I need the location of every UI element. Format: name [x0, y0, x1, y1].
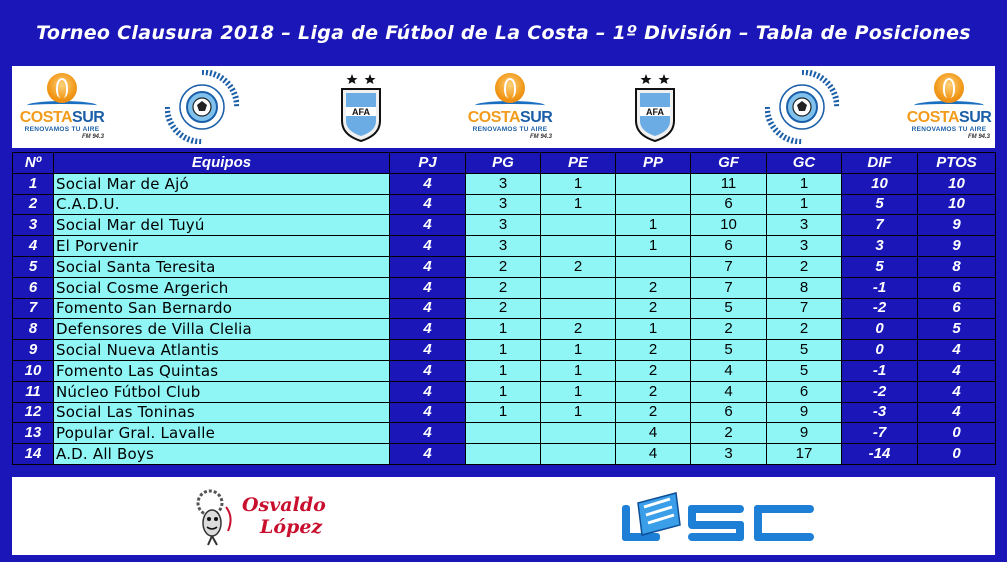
cell-pg: 2 — [466, 277, 541, 298]
cell-pg: 3 — [466, 173, 541, 194]
cell-pos: 13 — [13, 423, 54, 444]
cell-gc: 1 — [767, 194, 842, 215]
cell-dif: 0 — [842, 340, 918, 361]
title-bar — [0, 0, 1007, 66]
cell-ptos: 6 — [918, 298, 996, 319]
cell-pp: 2 — [616, 381, 691, 402]
cell-pg: 1 — [466, 381, 541, 402]
cell-pp: 1 — [616, 319, 691, 340]
sponsor-logo-bar — [12, 66, 995, 148]
cell-ptos: 9 — [918, 215, 996, 236]
cell-gf: 6 — [691, 194, 767, 215]
cell-gf: 10 — [691, 215, 767, 236]
cell-pj: 4 — [390, 236, 466, 257]
costasur-name: COSTASUR — [467, 109, 553, 126]
header-team: Equipos — [54, 153, 390, 174]
cell-ptos: 4 — [918, 381, 996, 402]
cell-pp: 4 — [616, 423, 691, 444]
cell-team: Popular Gral. Lavalle — [54, 423, 390, 444]
cell-dif: -1 — [842, 360, 918, 381]
cell-pj: 4 — [390, 340, 466, 361]
cell-pos: 10 — [13, 360, 54, 381]
cell-pp: 2 — [616, 340, 691, 361]
cell-dif: -2 — [842, 298, 918, 319]
table-row — [13, 256, 996, 277]
cell-dif: -3 — [842, 402, 918, 423]
cell-gf: 3 — [691, 444, 767, 465]
svg-text:AFA: AFA — [352, 107, 370, 117]
cell-pos: 1 — [13, 173, 54, 194]
costasur-sun-icon — [495, 73, 525, 103]
lsc-brand-icon — [618, 483, 828, 549]
cell-gc: 2 — [767, 256, 842, 277]
costasur-name: COSTASUR — [906, 109, 992, 126]
cell-pos: 14 — [13, 444, 54, 465]
cell-gc: 7 — [767, 298, 842, 319]
cell-gc: 5 — [767, 360, 842, 381]
cell-ptos: 4 — [918, 402, 996, 423]
standings-table-container — [12, 152, 995, 465]
cell-pp: 2 — [616, 298, 691, 319]
costasur-logo — [904, 66, 994, 148]
costasur-name: COSTASUR — [19, 109, 105, 126]
cell-gc: 8 — [767, 277, 842, 298]
table-row — [13, 215, 996, 236]
header-pp: PP — [616, 153, 691, 174]
cell-gc: 1 — [767, 173, 842, 194]
cell-gc: 2 — [767, 319, 842, 340]
cell-gf: 4 — [691, 360, 767, 381]
cell-pj: 4 — [390, 256, 466, 277]
cell-pos: 4 — [13, 236, 54, 257]
page-title: Torneo Clausura 2018 – Liga de Fútbol de La Costa – 1º División – Tabla de Posiciones — [36, 22, 971, 44]
cell-ptos: 5 — [918, 319, 996, 340]
header-dif: DIF — [842, 153, 918, 174]
header-pg: PG — [466, 153, 541, 174]
cell-pe — [541, 236, 616, 257]
costasur-slogan: RENOVAMOS TU AIRE — [472, 126, 548, 133]
header-pj: PJ — [390, 153, 466, 174]
cell-pp: 2 — [616, 277, 691, 298]
league-emblem-icon — [765, 70, 839, 144]
author-logo — [190, 487, 350, 547]
afa-shield-icon — [338, 71, 384, 143]
guitar-character-icon — [190, 487, 240, 547]
table-row — [13, 340, 996, 361]
cell-team: A.D. All Boys — [54, 444, 390, 465]
cell-pj: 4 — [390, 402, 466, 423]
cell-team: Fomento Las Quintas — [54, 360, 390, 381]
cell-team: Social Mar de Ajó — [54, 173, 390, 194]
cell-team: Social Santa Teresita — [54, 256, 390, 277]
cell-team: Social Mar del Tuyú — [54, 215, 390, 236]
cell-pg: 1 — [466, 402, 541, 423]
cell-gf: 7 — [691, 277, 767, 298]
cell-ptos: 4 — [918, 340, 996, 361]
costasur-fm: FM 94.3 — [529, 134, 552, 140]
cell-dif: -14 — [842, 444, 918, 465]
cell-ptos: 10 — [918, 173, 996, 194]
table-row — [13, 423, 996, 444]
afa-logo — [624, 66, 686, 148]
cell-ptos: 4 — [918, 360, 996, 381]
header-gc: GC — [767, 153, 842, 174]
cell-pp — [616, 173, 691, 194]
cell-pg — [466, 444, 541, 465]
afa-shield-icon — [632, 71, 678, 143]
cell-pe: 1 — [541, 194, 616, 215]
table-row — [13, 277, 996, 298]
lsc-logo — [618, 483, 828, 549]
cell-team: Social Cosme Argerich — [54, 277, 390, 298]
cell-pp — [616, 256, 691, 277]
cell-pos: 8 — [13, 319, 54, 340]
table-body — [13, 173, 996, 464]
cell-ptos: 8 — [918, 256, 996, 277]
cell-pe: 2 — [541, 256, 616, 277]
header-pe: PE — [541, 153, 616, 174]
league-logo — [162, 66, 242, 148]
cell-team: Defensores de Villa Clelia — [54, 319, 390, 340]
cell-pe — [541, 277, 616, 298]
standings-table — [12, 152, 996, 465]
cell-pg: 1 — [466, 340, 541, 361]
cell-gf: 4 — [691, 381, 767, 402]
cell-pj: 4 — [390, 298, 466, 319]
cell-dif: 0 — [842, 319, 918, 340]
cell-pg: 2 — [466, 256, 541, 277]
cell-pe — [541, 423, 616, 444]
cell-pe — [541, 444, 616, 465]
cell-team: Social Nueva Atlantis — [54, 340, 390, 361]
cell-pj: 4 — [390, 360, 466, 381]
cell-gc: 17 — [767, 444, 842, 465]
cell-pg: 3 — [466, 215, 541, 236]
cell-dif: 10 — [842, 173, 918, 194]
author-name-line2: López — [260, 516, 323, 538]
costasur-slogan: RENOVAMOS TU AIRE — [24, 126, 100, 133]
cell-pj: 4 — [390, 194, 466, 215]
cell-team: C.A.D.U. — [54, 194, 390, 215]
costasur-logo — [16, 66, 108, 148]
cell-gf: 6 — [691, 402, 767, 423]
cell-pp: 4 — [616, 444, 691, 465]
cell-pe: 1 — [541, 360, 616, 381]
table-row — [13, 444, 996, 465]
cell-gf: 2 — [691, 319, 767, 340]
header-ptos: PTOS — [918, 153, 996, 174]
table-row — [13, 194, 996, 215]
cell-pj: 4 — [390, 277, 466, 298]
cell-pg: 1 — [466, 360, 541, 381]
cell-pe: 1 — [541, 173, 616, 194]
cell-pj: 4 — [390, 423, 466, 444]
cell-pj: 4 — [390, 215, 466, 236]
cell-gf: 2 — [691, 423, 767, 444]
cell-pe: 1 — [541, 340, 616, 361]
svg-text:AFA: AFA — [646, 107, 664, 117]
cell-dif: -1 — [842, 277, 918, 298]
cell-pg: 3 — [466, 236, 541, 257]
cell-team: El Porvenir — [54, 236, 390, 257]
cell-pos: 3 — [13, 215, 54, 236]
cell-gf: 5 — [691, 298, 767, 319]
cell-pp: 1 — [616, 236, 691, 257]
costasur-sun-icon — [47, 73, 77, 103]
cell-pp: 2 — [616, 360, 691, 381]
author-name-line1: Osvaldo — [242, 494, 326, 516]
costasur-fm: FM 94.3 — [967, 134, 990, 140]
cell-pe — [541, 298, 616, 319]
costasur-slogan: RENOVAMOS TU AIRE — [911, 126, 987, 133]
cell-dif: -7 — [842, 423, 918, 444]
costasur-sun-icon — [934, 73, 964, 103]
cell-ptos: 9 — [918, 236, 996, 257]
cell-pg: 2 — [466, 298, 541, 319]
table-row — [13, 173, 996, 194]
table-row — [13, 319, 996, 340]
cell-gc: 3 — [767, 215, 842, 236]
table-row — [13, 381, 996, 402]
table-row — [13, 360, 996, 381]
cell-pp: 2 — [616, 402, 691, 423]
cell-pj: 4 — [390, 173, 466, 194]
cell-gf: 11 — [691, 173, 767, 194]
cell-pos: 12 — [13, 402, 54, 423]
footer-bar — [12, 477, 995, 555]
cell-pos: 9 — [13, 340, 54, 361]
league-emblem-icon — [165, 70, 239, 144]
cell-pg — [466, 423, 541, 444]
cell-gc: 9 — [767, 423, 842, 444]
cell-gf: 6 — [691, 236, 767, 257]
header-pos: Nº — [13, 153, 54, 174]
costasur-fm: FM 94.3 — [81, 134, 104, 140]
cell-pj: 4 — [390, 319, 466, 340]
cell-gc: 3 — [767, 236, 842, 257]
cell-dif: 3 — [842, 236, 918, 257]
cell-gc: 5 — [767, 340, 842, 361]
table-row — [13, 236, 996, 257]
cell-pg: 1 — [466, 319, 541, 340]
table-header-row — [13, 153, 996, 174]
cell-ptos: 6 — [918, 277, 996, 298]
cell-ptos: 10 — [918, 194, 996, 215]
cell-pp — [616, 194, 691, 215]
cell-pos: 7 — [13, 298, 54, 319]
cell-gc: 6 — [767, 381, 842, 402]
cell-pe: 1 — [541, 381, 616, 402]
cell-pg: 3 — [466, 194, 541, 215]
cell-ptos: 0 — [918, 444, 996, 465]
cell-team: Social Las Toninas — [54, 402, 390, 423]
cell-gf: 7 — [691, 256, 767, 277]
afa-logo — [330, 66, 392, 148]
table-row — [13, 402, 996, 423]
cell-pos: 5 — [13, 256, 54, 277]
cell-gf: 5 — [691, 340, 767, 361]
cell-pos: 11 — [13, 381, 54, 402]
cell-pe — [541, 215, 616, 236]
cell-gc: 9 — [767, 402, 842, 423]
cell-pos: 6 — [13, 277, 54, 298]
cell-team: Núcleo Fútbol Club — [54, 381, 390, 402]
cell-pe: 1 — [541, 402, 616, 423]
cell-team: Fomento San Bernardo — [54, 298, 390, 319]
league-logo — [762, 66, 842, 148]
header-gf: GF — [691, 153, 767, 174]
cell-dif: 5 — [842, 256, 918, 277]
cell-pj: 4 — [390, 444, 466, 465]
costasur-logo — [464, 66, 556, 148]
cell-pp: 1 — [616, 215, 691, 236]
cell-dif: -2 — [842, 381, 918, 402]
cell-ptos: 0 — [918, 423, 996, 444]
table-row — [13, 298, 996, 319]
cell-pe: 2 — [541, 319, 616, 340]
cell-dif: 5 — [842, 194, 918, 215]
cell-dif: 7 — [842, 215, 918, 236]
cell-pos: 2 — [13, 194, 54, 215]
cell-pj: 4 — [390, 381, 466, 402]
